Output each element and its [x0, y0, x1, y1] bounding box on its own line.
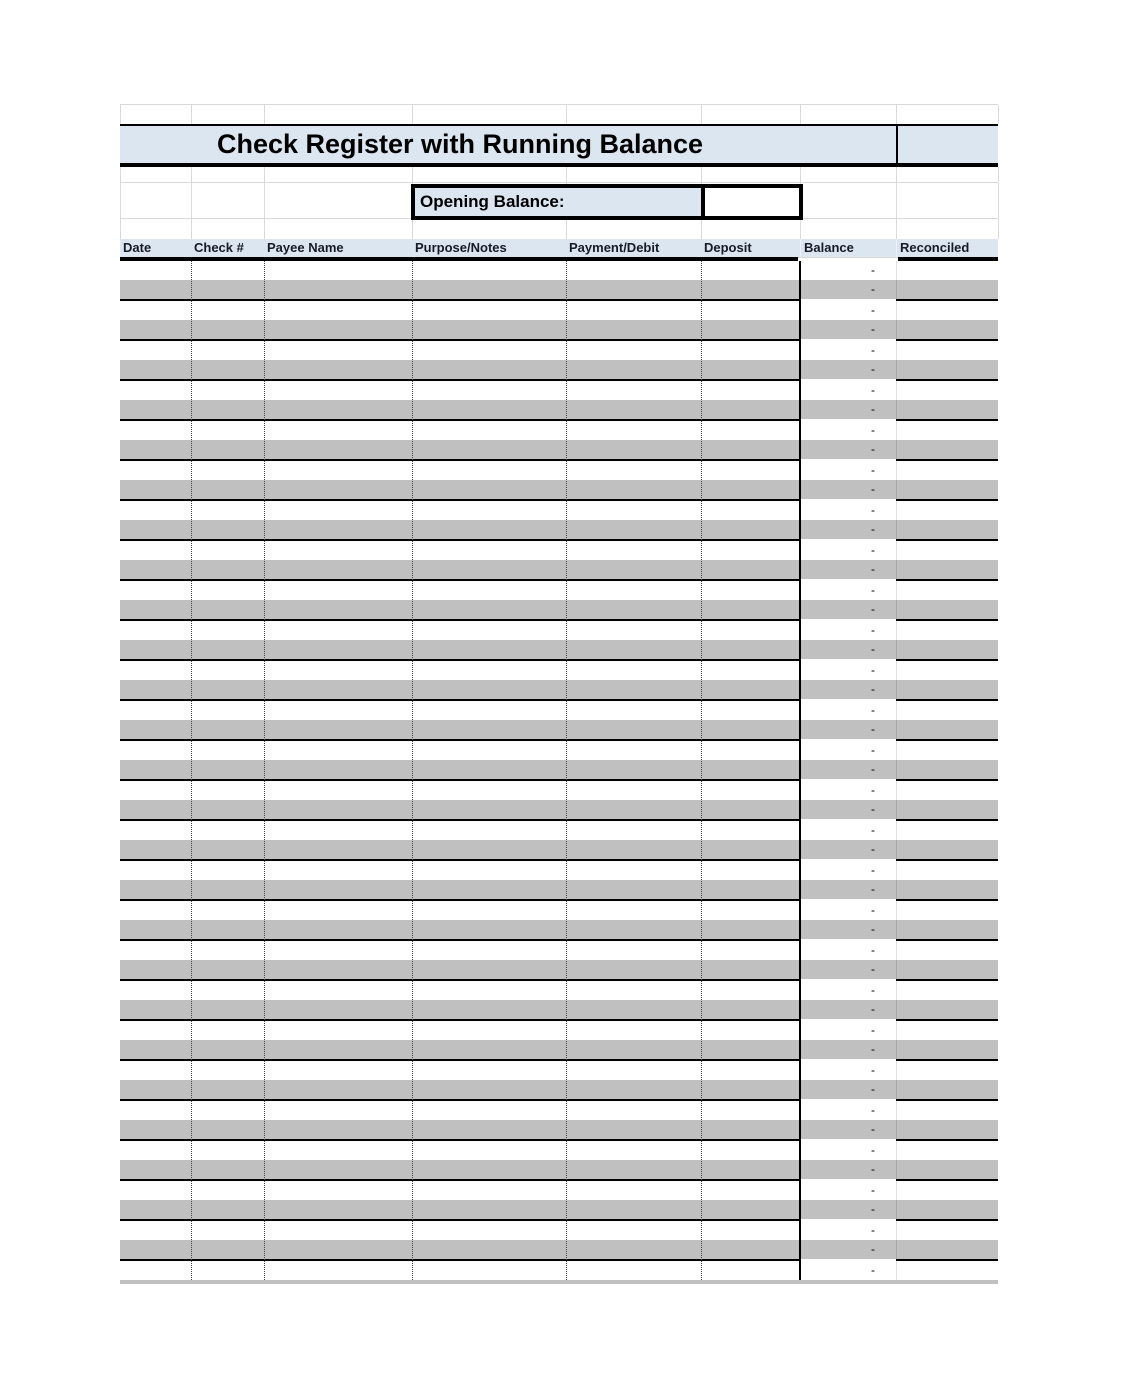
- column-divider-dotted: [412, 261, 413, 1280]
- register-row-10[interactable]: [120, 440, 998, 459]
- balance-value: -: [871, 343, 875, 357]
- column-divider-dotted: [701, 261, 702, 1280]
- register-row-19[interactable]: [120, 621, 998, 640]
- grid-row-top: [120, 104, 998, 124]
- register-row-3[interactable]: [120, 301, 998, 320]
- balance-value: -: [871, 642, 875, 656]
- grid-cell: [265, 183, 413, 218]
- balance-value: -: [871, 362, 875, 376]
- grid-cell: [121, 167, 192, 182]
- register-row-11[interactable]: [120, 461, 998, 480]
- balance-value: -: [871, 1122, 875, 1136]
- grid-cell: [897, 183, 999, 218]
- balance-column-left-rule: [799, 261, 801, 1280]
- balance-value: -: [871, 962, 875, 976]
- register-row-31[interactable]: [120, 861, 998, 880]
- register-row-1[interactable]: [120, 261, 998, 280]
- register-row-26[interactable]: [120, 760, 998, 779]
- table-header-row: [120, 239, 998, 257]
- register-row-partial: [120, 1280, 998, 1284]
- page-title: Check Register with Running Balance: [216, 129, 704, 159]
- register-row-24[interactable]: [120, 720, 998, 739]
- balance-value: -: [871, 983, 875, 997]
- balance-value: -: [871, 703, 875, 717]
- opening-balance-row: [120, 183, 998, 219]
- register-row-35[interactable]: [120, 941, 998, 960]
- register-body: [120, 261, 998, 1284]
- register-row-16[interactable]: [120, 560, 998, 579]
- balance-value: -: [871, 1002, 875, 1016]
- balance-value: -: [871, 783, 875, 797]
- register-row-18[interactable]: [120, 600, 998, 619]
- register-row-5[interactable]: [120, 341, 998, 360]
- balance-value: -: [871, 482, 875, 496]
- grid-cell: [265, 167, 413, 182]
- balance-value: -: [871, 762, 875, 776]
- balance-value: -: [871, 383, 875, 397]
- balance-value: -: [871, 402, 875, 416]
- balance-value: -: [871, 263, 875, 277]
- grid-cell: [192, 183, 265, 218]
- grid-cell: [897, 167, 999, 182]
- column-header-date: Date: [123, 240, 152, 255]
- register-row-40[interactable]: [120, 1040, 998, 1059]
- balance-value: -: [871, 922, 875, 936]
- register-row-9[interactable]: [120, 421, 998, 440]
- balance-value: -: [871, 842, 875, 856]
- register-row-33[interactable]: [120, 901, 998, 920]
- balance-value: -: [871, 802, 875, 816]
- register-row-6[interactable]: [120, 360, 998, 379]
- balance-value: -: [871, 1143, 875, 1157]
- register-row-22[interactable]: [120, 680, 998, 699]
- register-row-21[interactable]: [120, 661, 998, 680]
- grid-cell: [897, 219, 999, 239]
- grid-cell: [121, 219, 192, 239]
- register-row-28[interactable]: [120, 800, 998, 819]
- register-row-46[interactable]: [120, 1160, 998, 1179]
- balance-value: -: [871, 1023, 875, 1037]
- balance-value: -: [871, 722, 875, 736]
- opening-balance-label: Opening Balance:: [415, 188, 701, 216]
- column-header-balance: Balance: [800, 239, 896, 257]
- balance-value: -: [871, 522, 875, 536]
- grid-cell: [121, 183, 192, 218]
- register-row-50[interactable]: [120, 1240, 998, 1259]
- grid-cell: [192, 105, 265, 124]
- column-header-check-no: Check #: [194, 240, 244, 255]
- column-header-deposit: Deposit: [704, 240, 752, 255]
- grid-cell: [702, 219, 801, 239]
- balance-value: -: [871, 943, 875, 957]
- grid-cell: [192, 167, 265, 182]
- register-row-8[interactable]: [120, 400, 998, 419]
- grid-cell: [801, 183, 897, 218]
- balance-value: -: [871, 1223, 875, 1237]
- grid-cell: [567, 105, 702, 124]
- balance-value: -: [871, 1263, 875, 1277]
- register-row-41[interactable]: [120, 1061, 998, 1080]
- balance-value: -: [871, 1242, 875, 1256]
- register-row-34[interactable]: [120, 920, 998, 939]
- grid-cell: [801, 219, 897, 239]
- title-banner-right-cell: [898, 126, 998, 163]
- column-divider-dotted: [264, 261, 265, 1280]
- register-row-13[interactable]: [120, 501, 998, 520]
- balance-value: -: [871, 743, 875, 757]
- balance-value: -: [871, 602, 875, 616]
- register-row-17[interactable]: [120, 581, 998, 600]
- grid-cell: [413, 219, 567, 239]
- register-row-32[interactable]: [120, 880, 998, 899]
- balance-value: -: [871, 1042, 875, 1056]
- balance-value: -: [871, 1162, 875, 1176]
- grid-cell: [567, 219, 702, 239]
- grid-row-above-header: [120, 219, 998, 239]
- title-banner-gap: [800, 126, 896, 163]
- register-row-47[interactable]: [120, 1181, 998, 1200]
- balance-value: -: [871, 282, 875, 296]
- balance-value: -: [871, 623, 875, 637]
- register-row-12[interactable]: [120, 480, 998, 499]
- register-row-27[interactable]: [120, 781, 998, 800]
- grid-cell: [413, 167, 567, 182]
- balance-value: -: [871, 463, 875, 477]
- register-row-25[interactable]: [120, 741, 998, 760]
- balance-value: -: [871, 882, 875, 896]
- balance-value: -: [871, 663, 875, 677]
- grid-cell: [265, 105, 413, 124]
- balance-value: -: [871, 1082, 875, 1096]
- register-row-14[interactable]: [120, 520, 998, 539]
- grid-cell: [897, 105, 999, 124]
- grid-cell: [801, 105, 897, 124]
- register-row-49[interactable]: [120, 1221, 998, 1240]
- register-row-15[interactable]: [120, 541, 998, 560]
- balance-value: -: [871, 303, 875, 317]
- balance-value: -: [871, 682, 875, 696]
- register-row-43[interactable]: [120, 1101, 998, 1120]
- register-row-30[interactable]: [120, 840, 998, 859]
- title-banner: [120, 124, 998, 167]
- balance-value: -: [871, 562, 875, 576]
- register-row-4[interactable]: [120, 320, 998, 339]
- register-row-37[interactable]: [120, 981, 998, 1000]
- register-row-7[interactable]: [120, 381, 998, 400]
- register-row-42[interactable]: [120, 1080, 998, 1099]
- balance-value: -: [871, 1183, 875, 1197]
- balance-value: -: [871, 543, 875, 557]
- reconciled-column-left-gridline: [896, 261, 897, 1280]
- opening-balance-box: [411, 184, 803, 220]
- opening-balance-input-cell[interactable]: [705, 188, 799, 216]
- register-row-39[interactable]: [120, 1021, 998, 1040]
- balance-value: -: [871, 863, 875, 877]
- register-row-20[interactable]: [120, 640, 998, 659]
- register-row-36[interactable]: [120, 960, 998, 979]
- register-row-45[interactable]: [120, 1141, 998, 1160]
- grid-cell: [192, 219, 265, 239]
- grid-cell: [121, 105, 192, 124]
- balance-value: -: [871, 423, 875, 437]
- grid-cell: [265, 219, 413, 239]
- grid-cell: [801, 167, 897, 182]
- column-header-purpose: Purpose/Notes: [415, 240, 507, 255]
- balance-value: -: [871, 1202, 875, 1216]
- column-header-payee: Payee Name: [267, 240, 344, 255]
- register-row-44[interactable]: [120, 1120, 998, 1139]
- register-row-2[interactable]: [120, 280, 998, 299]
- column-header-payment: Payment/Debit: [569, 240, 660, 255]
- column-divider-dotted: [191, 261, 192, 1280]
- balance-value: -: [871, 503, 875, 517]
- grid-cell: [567, 167, 702, 182]
- balance-value: -: [871, 823, 875, 837]
- register-row-29[interactable]: [120, 821, 998, 840]
- balance-value: -: [871, 1103, 875, 1117]
- grid-cell: [413, 105, 567, 124]
- column-divider-dotted: [566, 261, 567, 1280]
- balance-value: -: [871, 322, 875, 336]
- register-row-23[interactable]: [120, 701, 998, 720]
- register-row-38[interactable]: [120, 1000, 998, 1019]
- balance-value: -: [871, 903, 875, 917]
- grid-row-under-title: [120, 167, 998, 183]
- spreadsheet: [120, 104, 998, 1284]
- grid-cell: [702, 105, 801, 124]
- balance-value: -: [871, 442, 875, 456]
- grid-cell: [702, 167, 801, 182]
- register-row-48[interactable]: [120, 1200, 998, 1219]
- balance-value: -: [871, 1063, 875, 1077]
- column-header-reconciled: Reconciled: [896, 239, 998, 257]
- register-row-51[interactable]: [120, 1261, 998, 1280]
- balance-value: -: [871, 583, 875, 597]
